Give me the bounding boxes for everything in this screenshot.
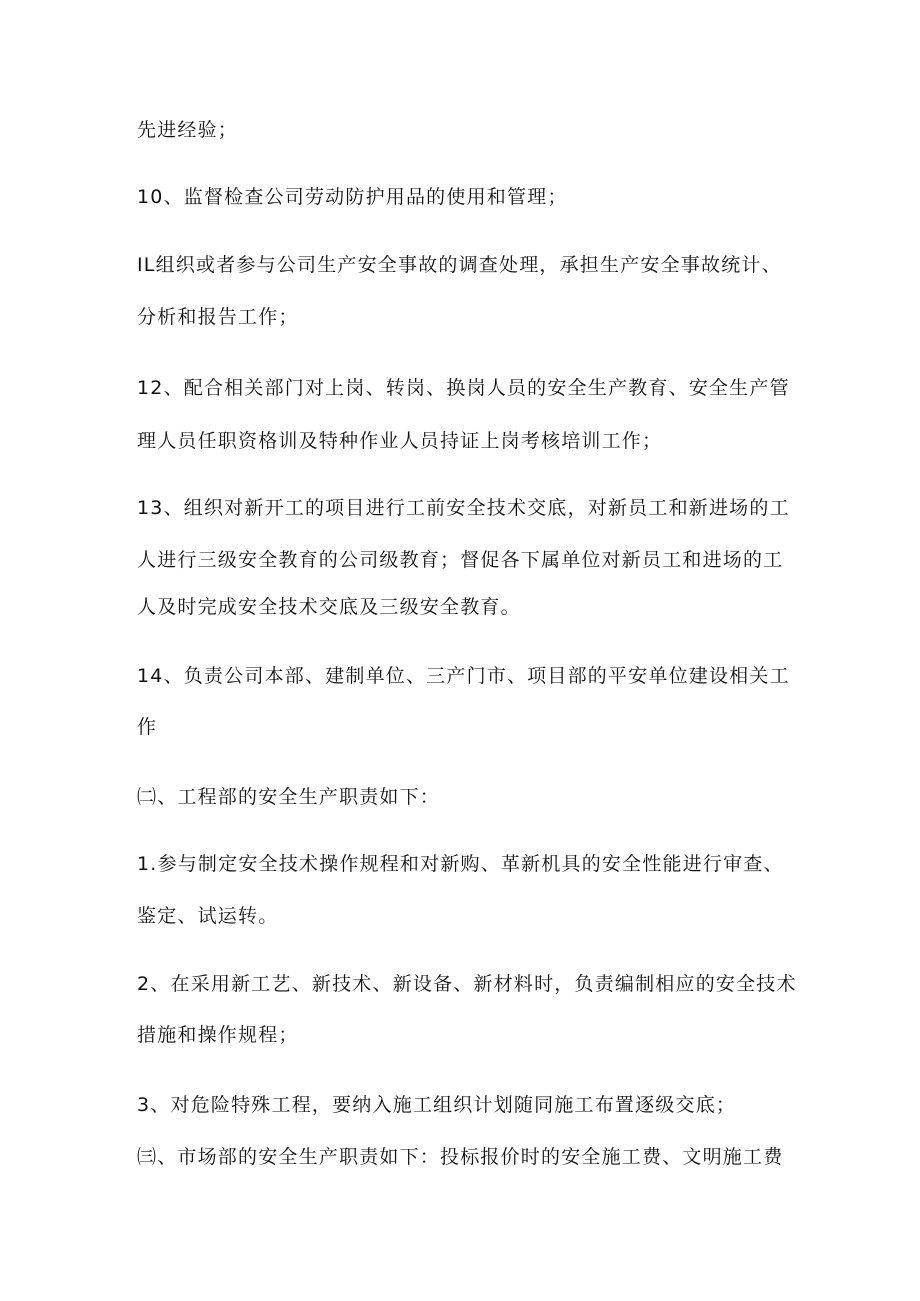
text-line: 1.参与制定安全技术操作规程和对新购、革新机具的安全性能进行审查、 (137, 853, 784, 875)
section-heading: ㈡、工程部的安全生产职责如下： (137, 786, 441, 808)
text-line: 作 (137, 716, 158, 738)
text-line: 12、配合相关部门对上岗、转岗、换岗人员的安全生产教育、安全生产管 (137, 377, 790, 399)
text-line: 人进行三级安全教育的公司级教育；督促各下属单位对新员工和进场的工 (137, 549, 784, 571)
text-line: 措施和操作规程； (137, 1024, 299, 1046)
text-line: 人及时完成安全技术交底及三级安全教育。 (137, 596, 521, 618)
text-line: 14、负责公司本部、建制单位、三产门市、项目部的平安单位建设相关工 (137, 665, 790, 687)
text-line: 分析和报告工作； (137, 306, 299, 328)
text-line: 3、对危险特殊工程，要纳入施工组织计划随同施工布置逐级交底； (137, 1094, 737, 1116)
text-line: 理人员任职资格训及特种作业人员持证上岗考核培训工作； (137, 430, 663, 452)
text-line: IL组织或者参与公司生产安全事故的调查处理，承担生产安全事故统计、 (137, 254, 782, 276)
text-line: 10、监督检查公司劳动防护用品的使用和管理； (137, 186, 568, 208)
text-line: 先进经验； (137, 119, 239, 141)
text-line: 13、组织对新开工的项目进行工前安全技术交底，对新员工和新进场的工 (137, 497, 790, 519)
section-heading: ㈢、市场部的安全生产职责如下：投标报价时的安全施工费、文明施工费 (137, 1146, 784, 1168)
text-line: 2、在采用新工艺、新技术、新设备、新材料时，负责编制相应的安全技术 (137, 973, 797, 995)
text-line: 鉴定、试运转。 (137, 905, 279, 927)
